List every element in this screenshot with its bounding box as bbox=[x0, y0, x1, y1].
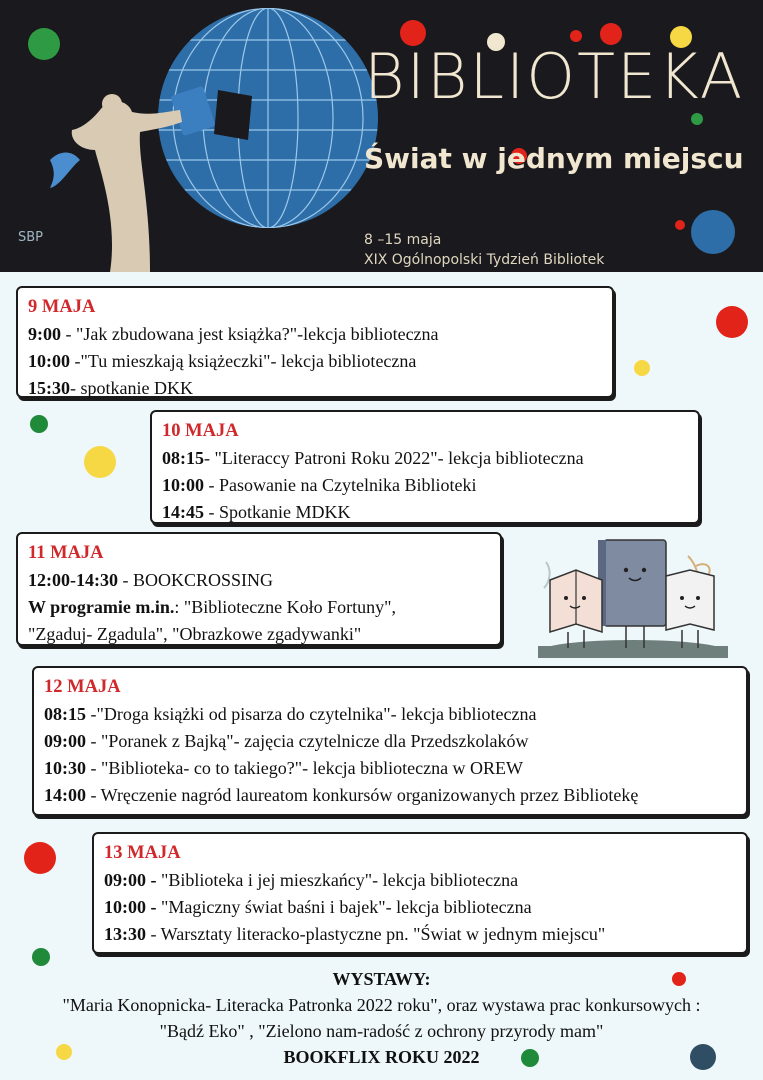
event-time: 9:00 bbox=[28, 324, 61, 344]
event-time: 09:00 bbox=[44, 731, 86, 751]
schedule-row bbox=[162, 499, 688, 526]
exhibitions-line-1: "Maria Konopnicka- Literacka Patronka 2022 roku", oraz wystawa prac konkursowych : bbox=[62, 995, 701, 1015]
day-box-13-maja bbox=[92, 832, 748, 954]
event-time: 10:00 - bbox=[104, 897, 157, 917]
day-label: 13 MAJA bbox=[104, 843, 181, 863]
schedule-row bbox=[44, 701, 736, 728]
event-text: "Biblioteka i jej mieszkańcy"- lekcja biblioteczna bbox=[156, 870, 519, 890]
day-label: 10 MAJA bbox=[162, 421, 239, 441]
exhibitions-footer bbox=[0, 966, 763, 1070]
event-time: 14:00 bbox=[44, 785, 86, 805]
day-label: 9 MAJA bbox=[28, 297, 96, 317]
yellow-dot-decoration bbox=[634, 360, 650, 376]
event-time: 12:00-14:30 bbox=[28, 570, 118, 590]
event-text: - Wręczenie nagród laureatom konkursów organizowanych przez Bibliotekę bbox=[86, 785, 639, 805]
day-box-12-maja bbox=[32, 666, 748, 816]
event-text: : "Biblioteczne Koło Fortuny", bbox=[174, 597, 397, 617]
red-dot-decoration bbox=[716, 306, 748, 338]
bookflix-heading: BOOKFLIX ROKU 2022 bbox=[283, 1047, 480, 1067]
books-illustration-icon bbox=[538, 536, 728, 658]
event-text: "Zgaduj- Zgadula", "Obrazkowe zgadywanki" bbox=[28, 624, 362, 644]
schedule-row bbox=[162, 472, 688, 499]
event-text: - BOOKCROSSING bbox=[117, 570, 274, 590]
schedule-row bbox=[28, 621, 490, 648]
banner-date-range: 8 –15 maja bbox=[364, 232, 442, 248]
event-time: 08:15 bbox=[44, 704, 86, 724]
schedule-row bbox=[28, 375, 602, 402]
schedule-row bbox=[28, 348, 602, 375]
schedule-row bbox=[28, 321, 602, 348]
exhibitions-line-2: "Bądź Eko" , "Zielono nam-radość z ochrony przyrody mam" bbox=[159, 1021, 604, 1041]
event-time: 15:30 bbox=[28, 378, 70, 398]
day-box-11-maja bbox=[16, 532, 502, 646]
event-text: - "Biblioteka- co to takiego?"- lekcja biblioteczna w OREW bbox=[86, 758, 524, 778]
exhibitions-heading: WYSTAWY: bbox=[332, 969, 431, 989]
event-text: - Spotkanie MDKK bbox=[204, 502, 351, 522]
event-time: W programie m.in. bbox=[28, 597, 175, 617]
day-box-9-maja bbox=[16, 286, 614, 398]
event-text: - "Literaccy Patroni Roku 2022"- lekcja biblioteczna bbox=[204, 448, 584, 468]
schedule-row bbox=[104, 921, 736, 948]
header-banner bbox=[0, 0, 763, 272]
schedule-row bbox=[28, 567, 490, 594]
yellow-dot-decoration bbox=[84, 446, 116, 478]
event-time: 10:00 bbox=[28, 351, 70, 371]
day-label: 12 MAJA bbox=[44, 677, 121, 697]
schedule-row bbox=[44, 782, 736, 809]
event-text: - spotkanie DKK bbox=[70, 378, 193, 398]
event-time: 14:45 bbox=[162, 502, 204, 522]
event-text: -"Droga książki od pisarza do czytelnika"- lekcja biblioteczna bbox=[86, 704, 537, 724]
figure-illustration bbox=[72, 101, 182, 272]
banner-event-name: XIX Ogólnopolski Tydzień Bibliotek bbox=[364, 252, 605, 268]
event-text: "Magiczny świat baśni i bajek"- lekcja biblioteczna bbox=[156, 897, 532, 917]
schedule-row bbox=[104, 867, 736, 894]
event-text: - "Poranek z Bajką"- zajęcia czytelnicze dla Przedszkolaków bbox=[86, 731, 529, 751]
banner-dates bbox=[364, 230, 604, 270]
schedule-row bbox=[44, 728, 736, 755]
event-text: -"Tu mieszkają książeczki"- lekcja biblioteczna bbox=[70, 351, 417, 371]
banner-subtitle: Świat w jednym miejscu bbox=[364, 142, 744, 175]
event-text: - Warsztaty literacko-plastyczne pn. "Świat w jednym miejscu" bbox=[146, 924, 606, 944]
schedule-row bbox=[44, 755, 736, 782]
schedule-row bbox=[28, 594, 490, 621]
red-dot-decoration bbox=[24, 842, 56, 874]
event-time: 09:00 - bbox=[104, 870, 157, 890]
schedule-row bbox=[162, 445, 688, 472]
event-time: 08:15 bbox=[162, 448, 204, 468]
schedule-row bbox=[104, 894, 736, 921]
sbp-logo: SBP bbox=[18, 230, 44, 245]
event-time: 10:30 bbox=[44, 758, 86, 778]
day-box-10-maja bbox=[150, 410, 700, 524]
event-text: - "Jak zbudowana jest książka?"-lekcja biblioteczna bbox=[61, 324, 439, 344]
event-text: - Pasowanie na Czytelnika Biblioteki bbox=[204, 475, 477, 495]
green-dot-decoration bbox=[32, 948, 50, 966]
event-time: 13:30 bbox=[104, 924, 146, 944]
day-label: 11 MAJA bbox=[28, 543, 104, 563]
banner-title: BIBLIOTEKA bbox=[364, 40, 745, 113]
green-dot-decoration bbox=[30, 415, 48, 433]
event-time: 10:00 bbox=[162, 475, 204, 495]
